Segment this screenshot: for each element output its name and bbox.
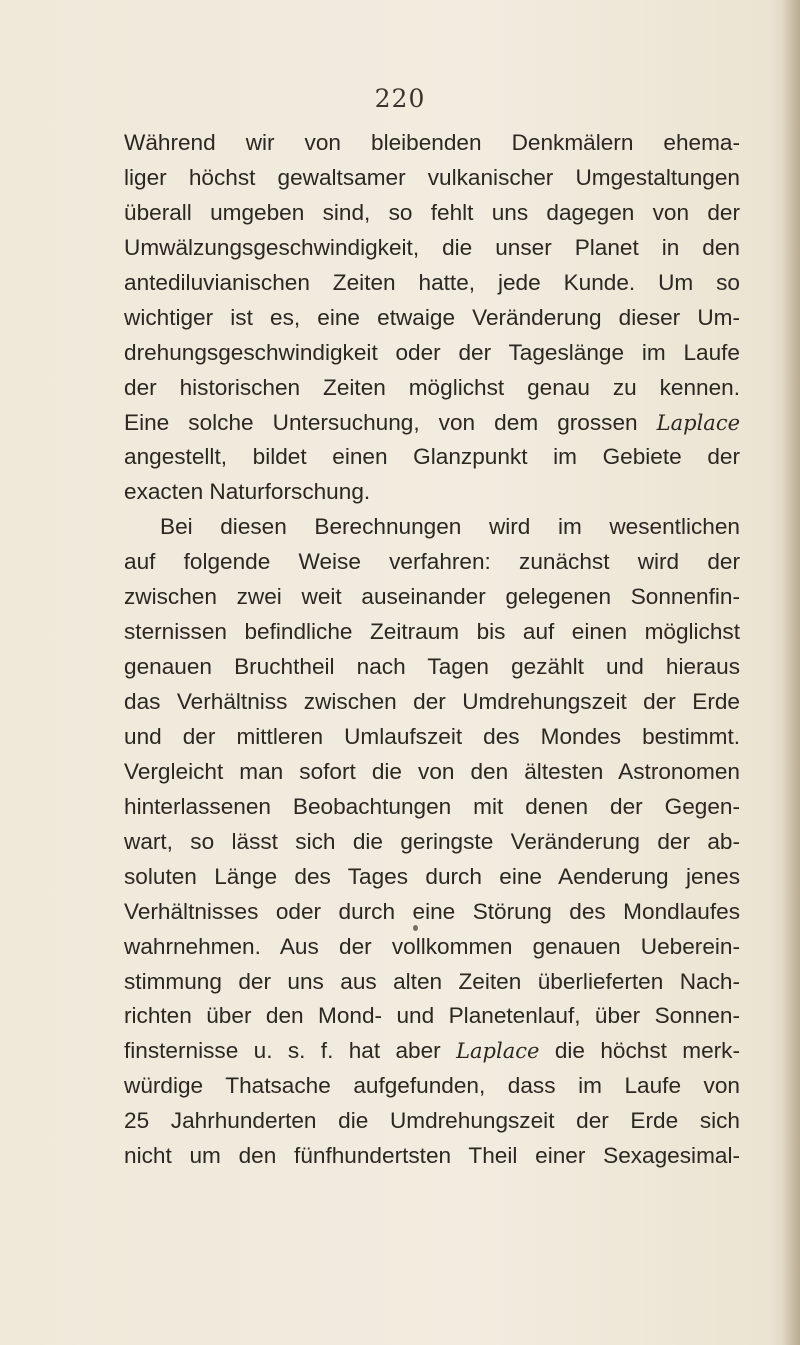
page-edge-shadow (782, 0, 800, 1345)
text-line (124, 1034, 740, 1069)
italic-name: Laplace (656, 410, 741, 435)
text-line: überall umgeben sind, so fehlt uns dagegen von der (124, 199, 740, 225)
text-line: exacten Naturforschung. (124, 479, 371, 505)
page-number: 220 (374, 84, 426, 113)
text-line: der historischen Zeiten möglichst genau zu kennen. (124, 374, 740, 400)
text-line: wahrnehmen. Aus der vollkommen genauen Ueberein- (124, 933, 740, 959)
text-line: richten über den Mond- und Planetenlauf, über Sonnen- (124, 1003, 740, 1029)
text-line-part: finsternisse u. s. f. hat aber (124, 1038, 441, 1064)
text-line-part: die höchst merk- (554, 1038, 740, 1064)
text-line: angestellt, bildet einen Glanzpunkt im Gebiete der (124, 444, 740, 470)
text-line: nicht um den fünfhundertsten Theil einer Sexagesimal- (124, 1143, 740, 1169)
text-line: 25 Jahrhunderten die Umdrehungszeit der Erde sich (124, 1108, 740, 1134)
text-line: drehungsgeschwindigkeit oder der Tageslänge im Laufe (124, 339, 740, 365)
text-line: antediluvianischen Zeiten hatte, jede Kunde. Um so (124, 269, 740, 295)
text-line: hinterlassenen Beobachtungen mit denen der Gegen- (124, 793, 740, 819)
text-line-part: Eine solche Untersuchung, von dem grossen (124, 409, 638, 435)
body-text (124, 126, 740, 1174)
italic-name: Laplace (456, 1039, 540, 1064)
text-line: wichtiger ist es, eine etwaige Veränderung dieser Um- (124, 304, 740, 330)
text-line: Verhältnisses oder durch eine Störung des Mondlaufes (124, 898, 740, 924)
text-line: Während wir von bleibenden Denkmälern ehema- (124, 130, 740, 155)
text-line: sternissen befindliche Zeitraum bis auf einen möglichst (124, 619, 740, 645)
text-line: das Verhältniss zwischen der Umdrehungszeit der Erde (124, 689, 740, 714)
text-line: zwischen zwei weit auseinander gelegenen Sonnenfin- (124, 584, 740, 610)
text-line: und der mittleren Umlaufszeit des Mondes bestimmt. (124, 723, 740, 749)
text-line: Vergleicht man sofort die von den ältesten Astronomen (124, 758, 740, 784)
text-line: stimmung der uns aus alten Zeiten überlieferten Nach- (124, 968, 740, 994)
text-line: soluten Länge des Tages durch eine Aenderung jenes (124, 863, 740, 889)
text-line: auf folgende Weise verfahren: zunächst wird der (124, 549, 740, 575)
paragraph-start-line: Bei diesen Berechnungen wird im wesentlichen (160, 514, 740, 540)
text-line (124, 406, 740, 441)
text-line: würdige Thatsache aufgefunden, dass im Laufe von (124, 1073, 740, 1099)
text-line: wart, so lässt sich die geringste Veränderung der ab- (124, 828, 740, 854)
text-line: liger höchst gewaltsamer vulkanischer Umgestaltungen (124, 164, 740, 190)
text-line: genauen Bruchtheil nach Tagen gezählt und hieraus (124, 654, 740, 680)
ink-speck (413, 925, 418, 931)
text-line: Umwälzungsgeschwindigkeit, die unser Planet in den (124, 234, 740, 260)
